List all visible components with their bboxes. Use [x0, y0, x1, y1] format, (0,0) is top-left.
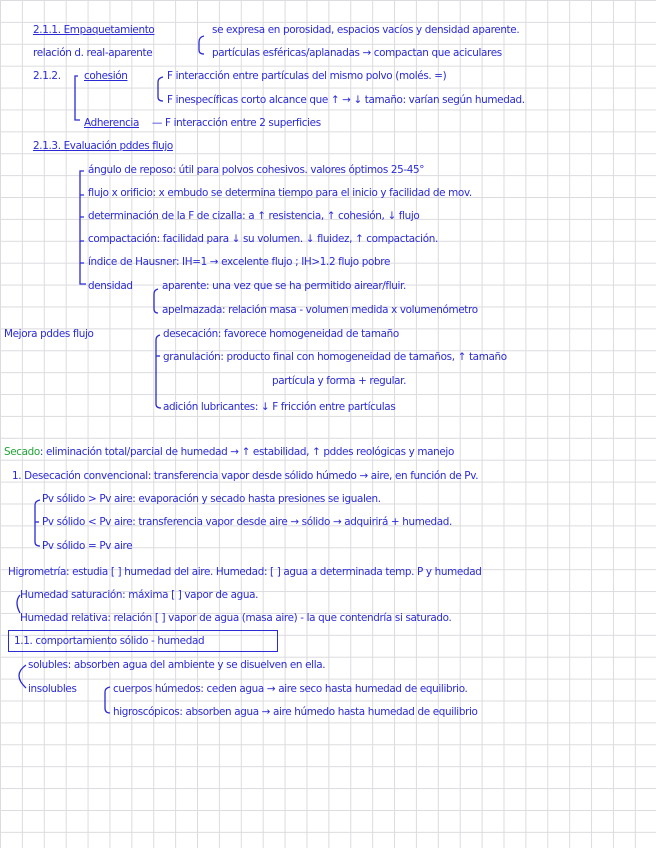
insolubles-label: insolubles [28, 683, 77, 695]
evaluacion-item-1: ángulo de reposo: útil para polvos cohesivos. valores óptimos 25-45° [88, 164, 425, 176]
densidad-label: densidad [88, 280, 133, 292]
adherencia-line: — F interacción entre 2 superficies [152, 117, 321, 129]
densidad-apelmazada: apelmazada: relación masa - volumen medida x volumenómetro [162, 304, 478, 316]
higroscopicos: higroscópicos: absorben agua → aire húmedo hasta humedad de equilibrio [113, 706, 478, 718]
empaquetamiento-line-2: partículas esféricas/aplanadas → compactan que aciculares [212, 47, 502, 59]
cohesion-line-1: F interacción entre partículas del mismo polvo (molés. =) [167, 70, 447, 82]
humedad-relativa: Humedad relativa: relación [ ] vapor de agua (masa aire) - la que contendría si saturado. [20, 612, 452, 624]
mejora-granulacion-1: granulación: producto final con homogeneidad de tamaños, ↑ tamaño [163, 351, 507, 363]
pv-case-3: Pv sólido = Pv aire [42, 540, 133, 552]
evaluacion-item-3: determinación de la F de cizalla: a ↑ resistencia, ↑ cohesión, ↓ flujo [88, 210, 420, 222]
evaluacion-item-4: compactación: facilidad para ↓ su volumen. ↓ fluidez, ↑ compactación. [88, 233, 438, 245]
mejora-granulacion-2: partícula y forma + regular. [272, 375, 407, 387]
mejora-adicion: adición lubricantes: ↓ F fricción entre partículas [163, 401, 396, 413]
heading-2-1-1: 2.1.1. Empaquetamiento [33, 24, 155, 36]
secado-definition: : eliminación total/parcial de humedad → ↑ estabilidad, ↑ pddes reológicas y manejo [39, 446, 454, 458]
section-2-1-2-number: 2.1.2. [33, 70, 61, 82]
heading-2-1-3: 2.1.3. Evaluación pddes flujo [33, 140, 173, 152]
mejora-label: Mejora pddes flujo [4, 328, 94, 340]
empaquetamiento-line-1: se expresa en porosidad, espacios vacíos y densidad aparente. [212, 24, 520, 36]
secado-title: Secado [4, 446, 40, 458]
evaluacion-item-5: índice de Hausner: IH=1 → excelente flujo ; IH>1.2 flujo pobre [88, 256, 390, 268]
evaluacion-item-2: flujo x orificio: x embudo se determina tiempo para el inicio y facilidad de mov. [88, 187, 472, 199]
solubles: solubles: absorben agua del ambiente y se disuelven en ella. [28, 659, 326, 671]
mejora-desecacion: desecación: favorece homogeneidad de tamaño [163, 328, 399, 340]
densidad-aparente: aparente: una vez que se ha permitido airear/fluir. [162, 280, 406, 292]
adherencia-label: Adherencia [84, 117, 139, 129]
box-title: 1.1. comportamiento sólido - humedad [14, 635, 205, 647]
secado-title-line [4, 446, 454, 458]
cuerpos-humedos: cuerpos húmedos: ceden agua → aire seco hasta humedad de equilibrio. [113, 683, 468, 695]
higrometria: Higrometría: estudia [ ] humedad del aire. Humedad: [ ] agua a determinada temp. P y humedad [8, 566, 482, 578]
empaquetamiento-sub: relación d. real-aparente [33, 47, 153, 59]
cohesion-line-2: F inespecíficas corto alcance que ↑ → ↓ tamaño: varían según humedad. [167, 94, 525, 106]
humedad-saturacion: Humedad saturación: máxima [ ] vapor de agua. [20, 589, 259, 601]
cohesion-label: cohesión [84, 70, 128, 82]
desecacion-convencional: 1. Desecación convencional: transferencia vapor desde sólido húmedo → aire, en función de Pv. [12, 470, 479, 482]
pv-case-2: Pv sólido < Pv aire: transferencia vapor desde aire → sólido → adquirirá + humedad. [42, 516, 452, 528]
pv-case-1: Pv sólido > Pv aire: evaporación y secado hasta presiones se igualen. [42, 493, 381, 505]
